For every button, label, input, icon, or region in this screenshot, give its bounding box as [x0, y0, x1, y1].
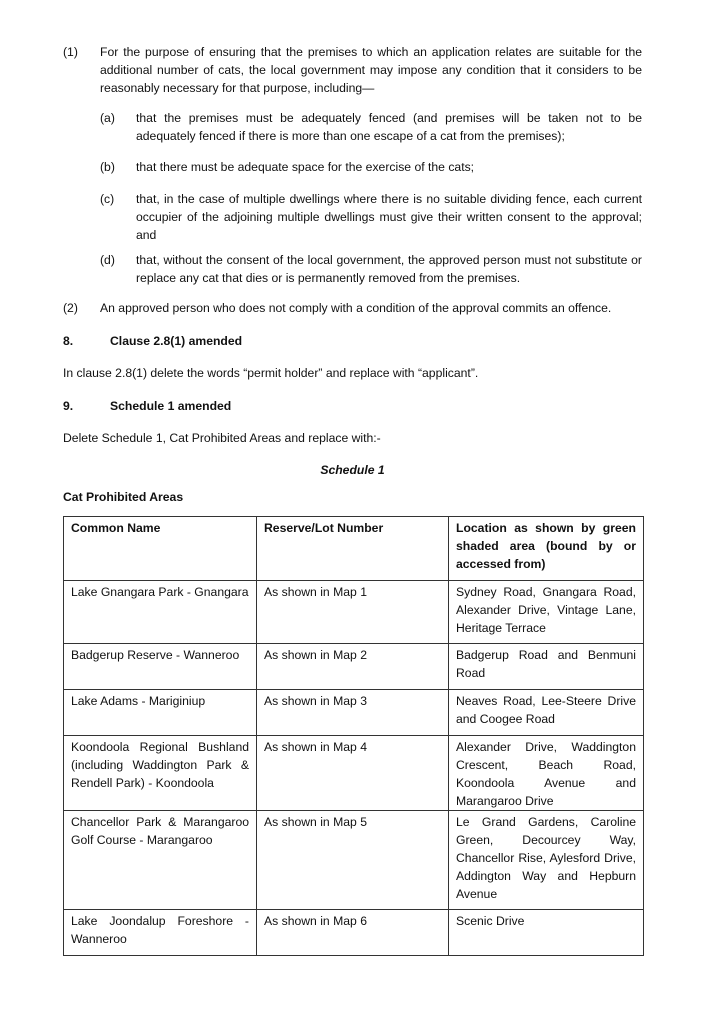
table-row: [64, 910, 644, 956]
section-number: 8.: [63, 334, 74, 348]
cell-common-name: Lake Adams - Mariginiup: [64, 690, 257, 736]
item-label: (a): [100, 111, 115, 125]
item-text: that, in the case of multiple dwellings where there is no suitable dividing fence, each current occupier of the adjoining multiple dwellings must give their written consent to the approval; and: [136, 192, 642, 242]
column-header-common-name: Common Name: [64, 517, 257, 581]
item-text: that there must be adequate space for the exercise of the cats;: [136, 160, 475, 174]
item-text: that, without the consent of the local government, the approved person must not substitute or replace any cat that dies or is permanently removed from the premises.: [136, 253, 642, 285]
cell-location: Sydney Road, Gnangara Road, Alexander Drive, Vintage Lane, Heritage Terrace: [449, 581, 644, 644]
cell-common-name: Lake Gnangara Park - Gnangara: [64, 581, 257, 644]
cell-common-name: Chancellor Park & Marangaroo Golf Course - Marangaroo: [64, 811, 257, 910]
schedule-title: Schedule 1: [320, 463, 385, 477]
table-row: [64, 811, 644, 910]
cell-reserve: As shown in Map 4: [257, 736, 449, 811]
section-heading: Schedule 1 amended: [110, 399, 232, 413]
paragraph-number: (1): [63, 45, 78, 59]
paragraph-text: For the purpose of ensuring that the premises to which an application relates are suitable for the additional number of cats, the local government may impose any condition that it considers to be reasonably necessary for that purpose, including—: [100, 45, 642, 95]
cell-location: Badgerup Road and Benmuni Road: [449, 644, 644, 690]
table-row: [64, 690, 644, 736]
cell-location: Neaves Road, Lee-Steere Drive and Coogee Road: [449, 690, 644, 736]
section-number: 9.: [63, 399, 74, 413]
cell-common-name: Lake Joondalup Foreshore - Wanneroo: [64, 910, 257, 956]
section-body: In clause 2.8(1) delete the words “permit holder” and replace with “applicant”.: [63, 366, 479, 380]
cell-reserve: As shown in Map 3: [257, 690, 449, 736]
cell-reserve: As shown in Map 6: [257, 910, 449, 956]
paragraph-number: (2): [63, 301, 78, 315]
item-label: (d): [100, 253, 115, 267]
paragraph-text: An approved person who does not comply with a condition of the approval commits an offence.: [100, 301, 612, 315]
cell-location: Alexander Drive, Waddington Crescent, Beach Road, Koondoola Avenue and Marangaroo Drive: [449, 736, 644, 811]
cell-reserve: As shown in Map 1: [257, 581, 449, 644]
cell-location: Le Grand Gardens, Caroline Green, Decourcey Way, Chancellor Rise, Aylesford Drive, Addington Way and Hepburn Avenue: [449, 811, 644, 910]
item-text: that the premises must be adequately fenced (and premises will be taken not to be adequately fenced if there is more than one escape of a cat from the premises);: [136, 111, 642, 143]
table-row: [64, 581, 644, 644]
cat-prohibited-areas-table: [63, 516, 644, 956]
column-header-reserve-lot-number: Reserve/Lot Number: [257, 517, 449, 581]
item-label: (c): [100, 192, 115, 206]
cell-reserve: As shown in Map 2: [257, 644, 449, 690]
cell-common-name: Badgerup Reserve - Wanneroo: [64, 644, 257, 690]
item-label: (b): [100, 160, 115, 174]
section-body: Delete Schedule 1, Cat Prohibited Areas and replace with:-: [63, 431, 381, 445]
cell-reserve: As shown in Map 5: [257, 811, 449, 910]
cell-location: Scenic Drive: [449, 910, 644, 956]
table-header-row: [64, 517, 644, 581]
table-row: [64, 644, 644, 690]
cell-common-name: Koondoola Regional Bushland (including Waddington Park & Rendell Park) - Koondoola: [64, 736, 257, 811]
schedule-subtitle: Cat Prohibited Areas: [63, 490, 184, 504]
column-header-location: Location as shown by green shaded area (bound by or accessed from): [449, 517, 644, 581]
table-row: [64, 736, 644, 811]
section-heading: Clause 2.8(1) amended: [110, 334, 243, 348]
